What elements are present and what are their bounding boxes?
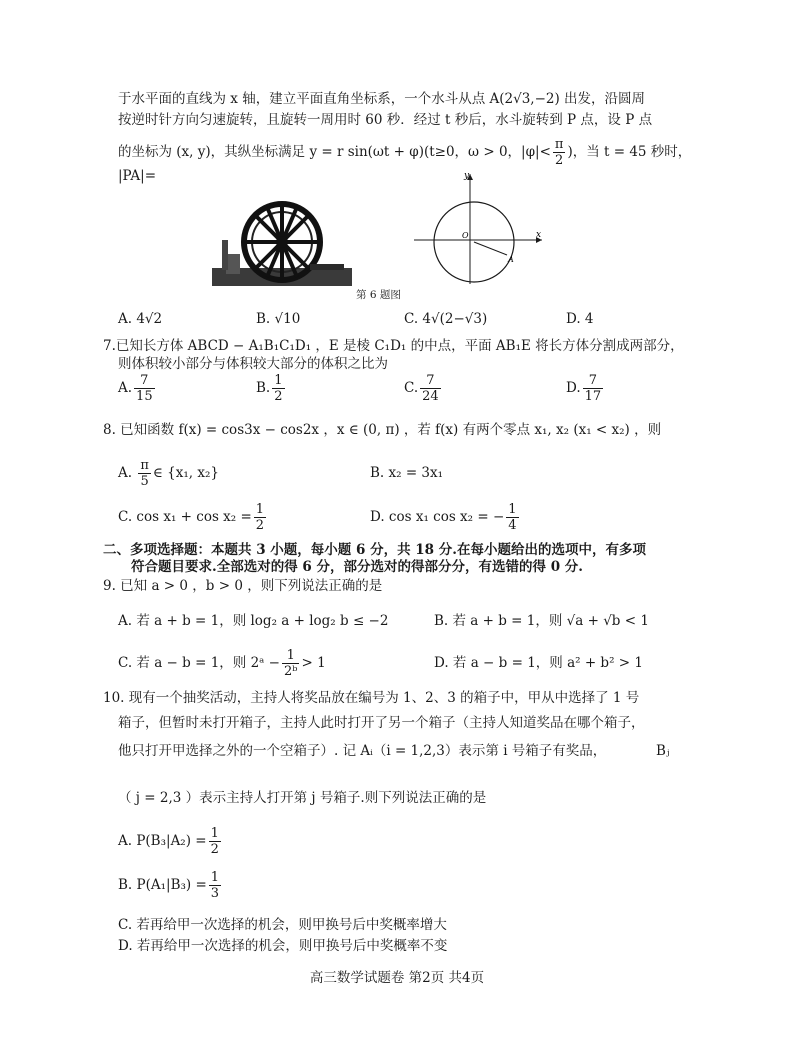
q8-option-d: D. cos x₁ cos x₂ = − $\frac{1}{4}$ [370, 502, 517, 533]
q6-option-d: D. 4 [566, 311, 594, 327]
q8-option-b: B. x₂ = 3x₁ [370, 465, 444, 481]
q10-option-a: A. P(B₃|A₂) = $\frac{1}{2}$ [118, 826, 219, 857]
q10-stem-line-4: （ j = 2,3 ）表示主持人打开第 j 号箱子.则下列说法正确的是 [118, 790, 487, 806]
q6-text-line-2: 按逆时针方向匀速旋转，且旋转一周用时 60 秒．经过 t 秒后，水斗旋转到 P 点，设 P 点 [118, 112, 653, 128]
q6-phi-bound-fraction: $\frac{\pi}{2}$ [554, 137, 564, 168]
q10-stem-line-1: 10. 现有一个抽奖活动，主持人将奖品放在编号为 1、2、3 的箱子中，甲从中选择了 1 号 [103, 690, 640, 706]
section2-heading-line-2: 符合题目要求.全部选对的得 6 分，部分选对的得部分分，有选错的得 0 分. [131, 559, 583, 575]
q6-line3-tail: )，当 t = 45 秒时， [567, 144, 692, 160]
figure-caption: 第 6 题图 [356, 289, 401, 301]
q7-stem-line-1: 7.已知长方体 ABCD − A₁B₁C₁D₁ ，E 是棱 C₁D₁ 的中点，平面 AB₁E 将长方体分割成两部分， [103, 338, 684, 354]
q6-text-line-4: |PA|= [118, 168, 157, 184]
q8-stem: 8. 已知函数 f(x) = cos3x − cos2x ，x ∈ (0, π) ，若 f(x) 有两个零点 x₁, x₂ (x₁ < x₂) ，则 [103, 422, 662, 438]
q9-option-b: B. 若 a + b = 1，则 √a + √b < 1 [434, 613, 649, 629]
q6-option-a: A. 4√2 [118, 311, 163, 327]
axis-x-label: x [536, 230, 542, 240]
q9-stem: 9. 已知 a > 0 ，b > 0 ，则下列说法正确的是 [103, 578, 383, 594]
q6-coordinate-diagram [408, 168, 548, 286]
q8-option-c: C. cos x₁ + cos x₂ = $\frac{1}{2}$ [118, 502, 265, 533]
page-footer: 高三数学试题卷 第2页 共4页 [309, 970, 485, 986]
q10-stem-line-2: 箱子，但暂时未打开箱子，主持人此时打开了另一个箱子（主持人知道奖品在哪个箱子， [118, 715, 645, 731]
q10-option-d: D. 若再给甲一次选择的机会，则甲换号后中奖概率不变 [118, 938, 448, 954]
q7-option-d: D. $\frac{7}{17}$ [566, 373, 602, 404]
q9-option-a: A. 若 a + b = 1，则 log₂ a + log₂ b ≤ −2 [118, 613, 389, 629]
q8-option-a: A. $\frac{\pi}{5}$ ∈ {x₁, x₂} [118, 458, 219, 489]
q7-stem-line-2: 则体积较小部分与体积较大部分的体积之比为 [118, 356, 388, 372]
q6-option-c: C. 4√(2−√3) [404, 311, 488, 327]
radius-to-a [474, 242, 507, 255]
q10-option-b: B. P(A₁|B₃) = $\frac{1}{3}$ [118, 870, 220, 901]
q9-option-c: C. 若 a − b = 1，则 2ᵃ − $\frac{1}{\text{2ᵇ}}$ > 1 [118, 648, 326, 679]
q7-option-a: A. $\frac{7}{15}$ [118, 373, 153, 404]
section2-heading-line-1: 二、多项选择题：本题共 3 小题，每小题 6 分，共 18 分.在每小题给出的选项中，有多项 [103, 542, 646, 558]
q10-option-c: C. 若再给甲一次选择的机会，则甲换号后中奖概率增大 [118, 917, 447, 933]
q7-option-b: B. $\frac{1}{2}$ [256, 373, 283, 404]
q10-b-j-symbol: Bⱼ [656, 743, 670, 759]
q6-line3-head: 的坐标为 (x, y)，其纵坐标满足 y = r sin(ωt + φ)(t≥0，ω > 0，|φ|< [118, 144, 551, 160]
water-wheel-photo [212, 198, 352, 286]
q9-option-d: D. 若 a − b = 1，则 a² + b² > 1 [434, 655, 643, 671]
q10-stem-line-3: 他只打开甲选择之外的一个空箱子）. 记 Aᵢ（i = 1,2,3）表示第 i 号箱子有奖品， [118, 743, 607, 759]
origin-label: O [462, 231, 469, 240]
q6-option-b: B. √10 [256, 311, 301, 327]
q6-text-line-3 [118, 137, 691, 168]
point-a-label: A [508, 255, 514, 264]
q7-option-c: C. $\frac{7}{24}$ [404, 373, 439, 404]
axis-y-label: y [464, 171, 470, 181]
q6-text-line-1: 于水平面的直线为 x 轴，建立平面直角坐标系，一个水斗从点 A(2√3,−2) 出发，沿圆周 [118, 91, 646, 107]
